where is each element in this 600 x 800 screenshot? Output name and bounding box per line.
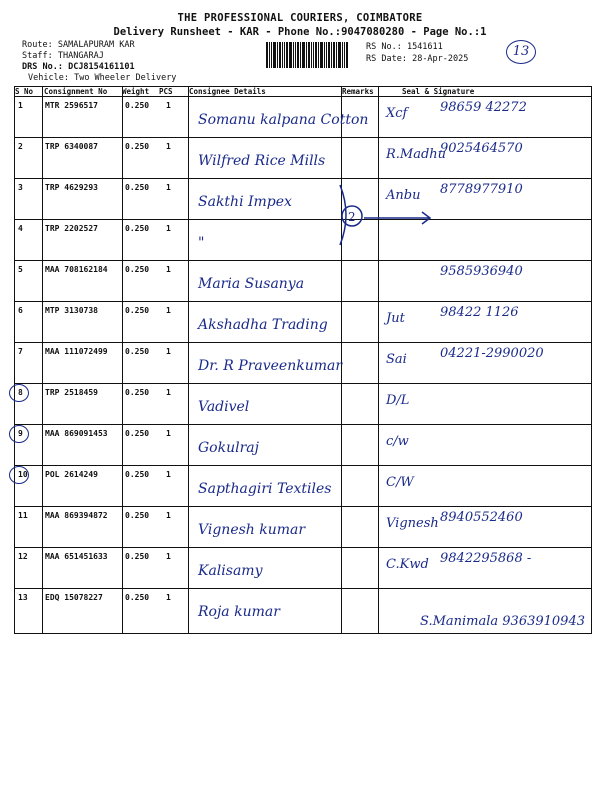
consignee-name: Dr. R Praveenkumar bbox=[198, 358, 343, 374]
consignee-name: " bbox=[198, 235, 205, 251]
pieces: 1 bbox=[166, 429, 171, 438]
pieces: 1 bbox=[166, 593, 171, 602]
route-value: SAMALAPURAM KAR bbox=[57, 40, 135, 50]
barcode bbox=[266, 42, 358, 68]
weight: 0.250 bbox=[125, 183, 150, 192]
row-divider bbox=[14, 260, 592, 261]
barcode-bar bbox=[311, 42, 312, 68]
row-divider bbox=[14, 424, 592, 425]
phone-number: 98422 1126 bbox=[440, 305, 519, 320]
company-title: THE PROFESSIONAL COURIERS, COIMBATORE bbox=[177, 12, 423, 24]
signature: R.Madhu bbox=[386, 147, 447, 162]
barcode-bar bbox=[297, 42, 299, 68]
consignee-name: Kalisamy bbox=[198, 563, 263, 579]
vehicle-label: Vehicle: bbox=[28, 73, 69, 83]
barcode-bar bbox=[320, 42, 323, 68]
barcode-bar bbox=[266, 42, 268, 68]
consignment-number: MAA 869394872 bbox=[45, 511, 108, 520]
consignee-name: Somanu kalpana Cotton bbox=[198, 112, 369, 128]
staff-value: THANGARAJ bbox=[57, 51, 104, 61]
barcode-bar bbox=[302, 42, 305, 68]
pieces: 1 bbox=[166, 306, 171, 315]
signature: Vignesh bbox=[386, 516, 439, 531]
consignee-name: Roja kumar bbox=[198, 604, 280, 620]
serial-number: 6 bbox=[18, 306, 23, 315]
col-header-remarks: Remarks bbox=[342, 87, 374, 96]
serial-number: 13 bbox=[18, 593, 28, 602]
consignment-number: MAA 111072499 bbox=[45, 347, 108, 356]
consignee-name: Akshadha Trading bbox=[198, 317, 328, 333]
serial-number: 2 bbox=[18, 142, 23, 151]
pieces: 1 bbox=[166, 388, 171, 397]
barcode-bar bbox=[289, 42, 292, 68]
consignee-name: Vignesh kumar bbox=[198, 522, 306, 538]
weight: 0.250 bbox=[125, 265, 150, 274]
consignee-name: Sapthagiri Textiles bbox=[198, 481, 332, 497]
barcode-bar bbox=[346, 42, 348, 68]
rs-date-label: RS Date: bbox=[366, 54, 407, 64]
serial-number: 7 bbox=[18, 347, 23, 356]
arrow-bracket-annotation bbox=[330, 180, 440, 250]
barcode-bar bbox=[324, 42, 325, 68]
serial-number: 3 bbox=[18, 183, 23, 192]
serial-circle-mark bbox=[9, 425, 29, 443]
col-header-weight: Weight bbox=[122, 87, 150, 96]
serial-circle-mark bbox=[9, 384, 29, 402]
barcode-bar bbox=[286, 42, 288, 68]
barcode-bar bbox=[277, 42, 278, 68]
weight: 0.250 bbox=[125, 429, 150, 438]
barcode-bar bbox=[315, 42, 317, 68]
consignment-number: POL 2614249 bbox=[45, 470, 98, 479]
barcode-bar bbox=[295, 42, 296, 68]
pieces: 1 bbox=[166, 552, 171, 561]
barcode-bar bbox=[273, 42, 276, 68]
serial-number: 12 bbox=[18, 552, 28, 561]
consignment-number: TRP 2518459 bbox=[45, 388, 98, 397]
signature: D/L bbox=[386, 393, 410, 408]
phone-number: 9025464570 bbox=[440, 141, 523, 156]
barcode-bar bbox=[306, 42, 307, 68]
weight: 0.250 bbox=[125, 470, 150, 479]
barcode-bar bbox=[282, 42, 283, 68]
barcode-bar bbox=[344, 42, 345, 68]
weight: 0.250 bbox=[125, 101, 150, 110]
consignee-name: Wilfred Rice Mills bbox=[198, 153, 326, 169]
row-divider bbox=[14, 383, 592, 384]
vehicle-line bbox=[28, 73, 176, 83]
serial-number: 4 bbox=[18, 224, 23, 233]
col-header-consignee: Consignee Details bbox=[189, 87, 266, 96]
serial-number: 10 bbox=[18, 470, 28, 479]
weight: 0.250 bbox=[125, 347, 150, 356]
serial-number: 5 bbox=[18, 265, 23, 274]
consignment-number: MAA 869091453 bbox=[45, 429, 108, 438]
consignment-number: MTP 3130738 bbox=[45, 306, 98, 315]
pieces: 1 bbox=[166, 347, 171, 356]
vehicle-value: Two Wheeler Delivery bbox=[74, 73, 177, 83]
runsheet-subtitle: Delivery Runsheet - KAR - Phone No.:9047080280 - Page No.:1 bbox=[113, 26, 487, 38]
weight: 0.250 bbox=[125, 552, 150, 561]
phone-number: 04221-2990020 bbox=[440, 346, 544, 361]
barcode-bar bbox=[331, 42, 332, 68]
column-divider bbox=[42, 86, 43, 634]
svg-text:2: 2 bbox=[348, 210, 356, 224]
barcode-bar bbox=[318, 42, 319, 68]
row-divider bbox=[14, 219, 592, 220]
route-line bbox=[22, 40, 135, 50]
col-header-pcs: PCS bbox=[159, 87, 173, 96]
consignee-name: Sakthi Impex bbox=[198, 194, 292, 210]
rs-date-line bbox=[366, 54, 468, 64]
rs-date-value: 28-Apr-2025 bbox=[412, 54, 469, 64]
consignee-name: Gokulraj bbox=[198, 440, 259, 456]
barcode-bar bbox=[333, 42, 335, 68]
consignment-number: TRP 4629293 bbox=[45, 183, 98, 192]
barcode-bar bbox=[313, 42, 314, 68]
serial-circle-mark bbox=[9, 466, 29, 484]
pieces: 1 bbox=[166, 470, 171, 479]
drs-value: DCJ8154161101 bbox=[68, 62, 135, 72]
barcode-bar bbox=[326, 42, 327, 68]
barcode-bar bbox=[338, 42, 341, 68]
pieces: 1 bbox=[166, 265, 171, 274]
row-divider bbox=[14, 301, 592, 302]
signature: Jut bbox=[386, 311, 405, 326]
consignment-number: MAA 651451633 bbox=[45, 552, 108, 561]
weight: 0.250 bbox=[125, 142, 150, 151]
drs-line bbox=[22, 62, 135, 72]
consignment-number: MTR 2596517 bbox=[45, 101, 98, 110]
row-divider bbox=[14, 137, 592, 138]
barcode-bar bbox=[284, 42, 285, 68]
table-header-row bbox=[14, 86, 592, 96]
barcode-bar bbox=[271, 42, 272, 68]
consignment-number: TRP 2202527 bbox=[45, 224, 98, 233]
rs-no-label: RS No.: bbox=[366, 42, 402, 52]
handwritten-page-mark: 13 bbox=[506, 40, 536, 64]
phone-number: 98659 42272 bbox=[440, 100, 527, 115]
staff-label: Staff: bbox=[22, 51, 53, 61]
weight: 0.250 bbox=[125, 593, 150, 602]
weight: 0.250 bbox=[125, 224, 150, 233]
weight: 0.250 bbox=[125, 388, 150, 397]
col-header-sno: S No bbox=[15, 87, 34, 96]
consignee-name: Maria Susanya bbox=[198, 276, 305, 292]
serial-number: 9 bbox=[18, 429, 23, 438]
serial-number: 1 bbox=[18, 101, 23, 110]
phone-number: 8778977910 bbox=[440, 182, 523, 197]
signature: c/w bbox=[386, 434, 409, 449]
barcode-bar bbox=[336, 42, 337, 68]
staff-line bbox=[22, 51, 104, 61]
signature: Sai bbox=[386, 352, 407, 367]
barcode-bar bbox=[279, 42, 281, 68]
weight: 0.250 bbox=[125, 306, 150, 315]
row-divider bbox=[14, 547, 592, 548]
serial-number: 11 bbox=[18, 511, 28, 520]
phone-number: 9585936940 bbox=[440, 264, 523, 279]
pieces: 1 bbox=[166, 511, 171, 520]
phone-number: 9842295868 - bbox=[440, 551, 532, 566]
row-divider bbox=[14, 588, 592, 589]
header-divider bbox=[14, 96, 592, 97]
phone-number: S.Manimala 9363910943 bbox=[420, 614, 585, 629]
signature: Anbu bbox=[386, 188, 421, 203]
barcode-bar bbox=[300, 42, 301, 68]
pieces: 1 bbox=[166, 183, 171, 192]
rs-no-line bbox=[366, 42, 443, 52]
barcode-bar bbox=[342, 42, 343, 68]
row-divider bbox=[14, 506, 592, 507]
barcode-bar bbox=[308, 42, 310, 68]
signature: C.Kwd bbox=[386, 557, 429, 572]
column-divider bbox=[188, 86, 189, 634]
pieces: 1 bbox=[166, 101, 171, 110]
col-header-signature: Seal & Signature bbox=[402, 87, 475, 96]
pieces: 1 bbox=[166, 142, 171, 151]
signature: Xcf bbox=[386, 106, 408, 121]
rs-no-value: 1541611 bbox=[406, 42, 443, 52]
signature: C/W bbox=[386, 475, 414, 490]
column-divider bbox=[122, 86, 123, 634]
row-divider bbox=[14, 465, 592, 466]
barcode-bar bbox=[328, 42, 330, 68]
row-divider bbox=[14, 342, 592, 343]
row-divider bbox=[14, 178, 592, 179]
weight: 0.250 bbox=[125, 511, 150, 520]
consignment-number: MAA 708162184 bbox=[45, 265, 108, 274]
route-label: Route: bbox=[22, 40, 53, 50]
column-divider bbox=[378, 86, 379, 634]
consignment-number: TRP 6340087 bbox=[45, 142, 98, 151]
col-header-consignment: Consignment No bbox=[44, 87, 108, 96]
barcode-bar bbox=[293, 42, 294, 68]
drs-label: DRS No.: bbox=[22, 62, 63, 72]
serial-number: 8 bbox=[18, 388, 23, 397]
consignment-number: EDQ 15078227 bbox=[45, 593, 103, 602]
phone-number: 8940552460 bbox=[440, 510, 523, 525]
consignee-name: Vadivel bbox=[198, 399, 250, 415]
barcode-bar bbox=[269, 42, 270, 68]
pieces: 1 bbox=[166, 224, 171, 233]
